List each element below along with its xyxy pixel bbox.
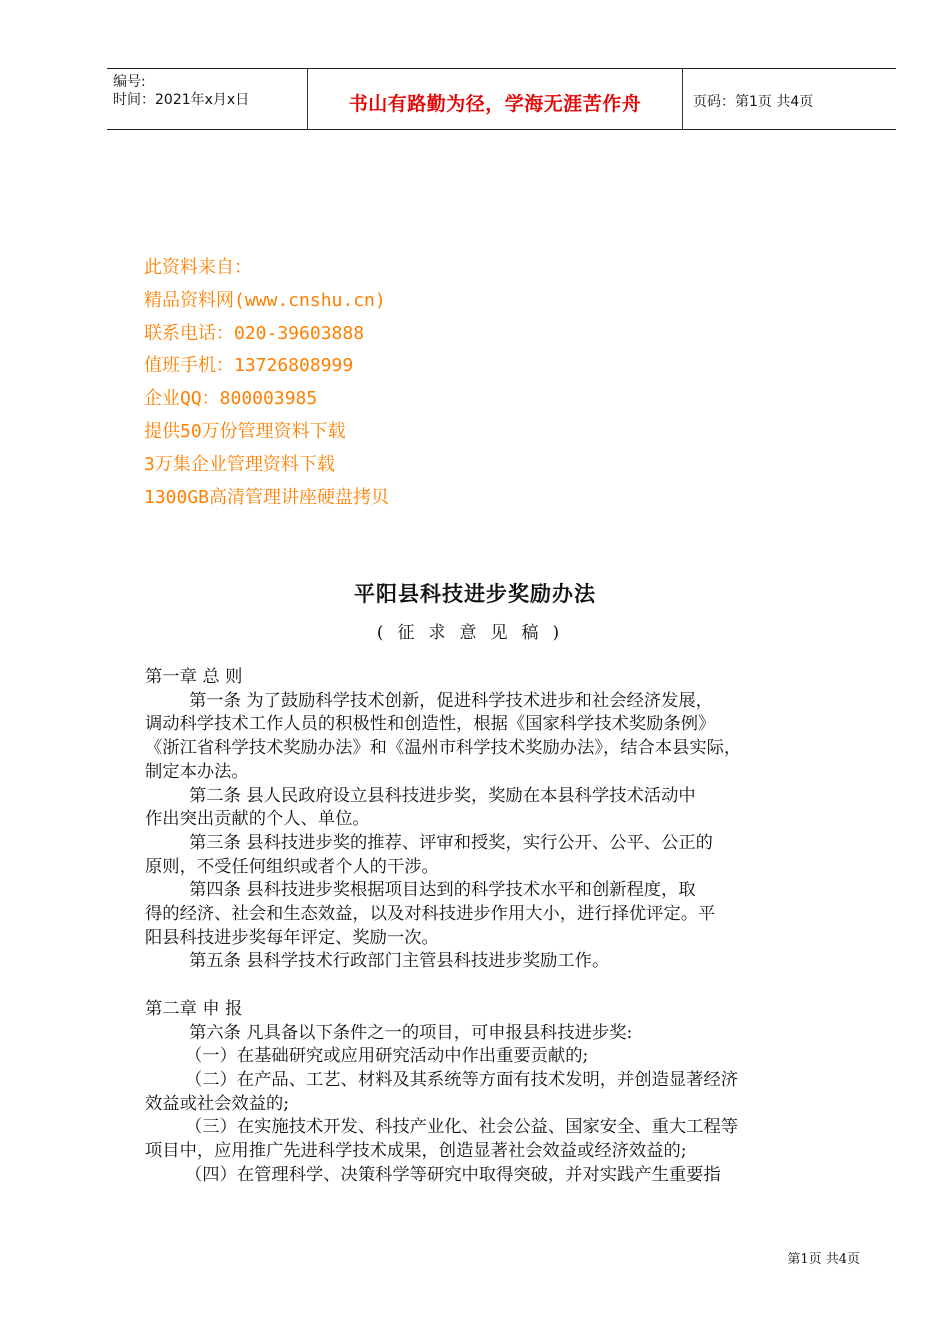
article-line: 阳县科技进步奖每年评定、奖励一次。 bbox=[145, 927, 439, 948]
header-page-cell bbox=[683, 69, 896, 129]
time-label: 时间：2021年x月x日 bbox=[113, 92, 250, 108]
page-header bbox=[107, 68, 896, 130]
article-line: 制定本办法。 bbox=[145, 761, 249, 782]
list-item: 效益或社会效益的; bbox=[145, 1093, 290, 1114]
source-line: 1300GB高清管理讲座硬盘拷贝 bbox=[144, 486, 390, 508]
article-line: 得的经济、社会和生态效益，以及对科技进步作用大小，进行择优评定。平 bbox=[145, 904, 716, 925]
source-line: 值班手机：13726808999 bbox=[144, 355, 354, 377]
article-line: 第六条 凡具备以下条件之一的项目，可申报县科技进步奖: bbox=[189, 1022, 633, 1043]
article-line: 《浙江省科学技术奖励办法》和《温州市科学技术奖励办法》，结合本县实际， bbox=[145, 738, 742, 759]
header-page-number: 页码：第1页 共4页 bbox=[693, 94, 814, 110]
source-line: 3万集企业管理资料下载 bbox=[144, 453, 335, 475]
source-line: 提供50万份管理资料下载 bbox=[144, 420, 346, 442]
paragraph-gap bbox=[145, 974, 865, 998]
article-line: 原则，不受任何组织或者个人的干涉。 bbox=[145, 856, 439, 877]
source-line: 精品资料网(www.cnshu.cn) bbox=[144, 289, 386, 311]
list-item: （一）在基础研究或应用研究活动中作出重要贡献的; bbox=[185, 1046, 589, 1067]
number-label: 编号: bbox=[113, 74, 146, 90]
article-line: 作出突出贡献的个人、单位。 bbox=[145, 809, 370, 830]
list-item: （四）在管理科学、决策科学等研究中取得突破，并对实践产生重要指 bbox=[185, 1164, 721, 1185]
source-line: 此资料来自： bbox=[144, 257, 252, 278]
header-info-cell bbox=[107, 69, 308, 129]
article-line: 第二条 县人民政府设立县科技进步奖，奖励在本县科学技术活动中 bbox=[189, 785, 696, 806]
motto: 书山有路勤为径，学海无涯苦作舟 bbox=[348, 93, 642, 115]
list-item: （二）在产品、工艺、材料及其系统等方面有技术发明，并创造显著经济 bbox=[185, 1069, 739, 1090]
chapter-heading: 第一章 总 则 bbox=[145, 667, 243, 687]
list-item: （三）在实施技术开发、科技产业化、社会公益、国家安全、重大工程等 bbox=[185, 1117, 739, 1138]
article-line: 第三条 县科技进步奖的推荐、评审和授奖，实行公开、公平、公正的 bbox=[189, 832, 713, 853]
list-item: 项目中，应用推广先进科学技术成果，创造显著社会效益或经济效益的; bbox=[145, 1141, 687, 1162]
header-motto-cell bbox=[308, 69, 683, 129]
article-line: 第一条 为了鼓励科学技术创新，促进科学技术进步和社会经济发展， bbox=[189, 690, 713, 711]
document-subtitle: (征求意见稿) bbox=[376, 623, 574, 643]
source-line: 企业QQ：800003985 bbox=[144, 388, 318, 410]
article-line: 第四条 县科技进步奖根据项目达到的科学技术水平和创新程度，取 bbox=[189, 880, 696, 901]
source-line: 联系电话：020-39603888 bbox=[144, 322, 365, 344]
article-line: 第五条 县科学技术行政部门主管县科技进步奖励工作。 bbox=[189, 951, 610, 972]
page-footer: 第1页 共4页 bbox=[787, 1252, 860, 1267]
chapter-heading: 第二章 申 报 bbox=[145, 998, 243, 1019]
document-body bbox=[145, 666, 865, 1187]
document-title: 平阳县科技进步奖励办法 bbox=[354, 581, 596, 606]
article-line: 调动科学技术工作人员的积极性和创造性，根据《国家科学技术奖励条例》 bbox=[145, 714, 716, 735]
source-info-block bbox=[144, 252, 389, 514]
